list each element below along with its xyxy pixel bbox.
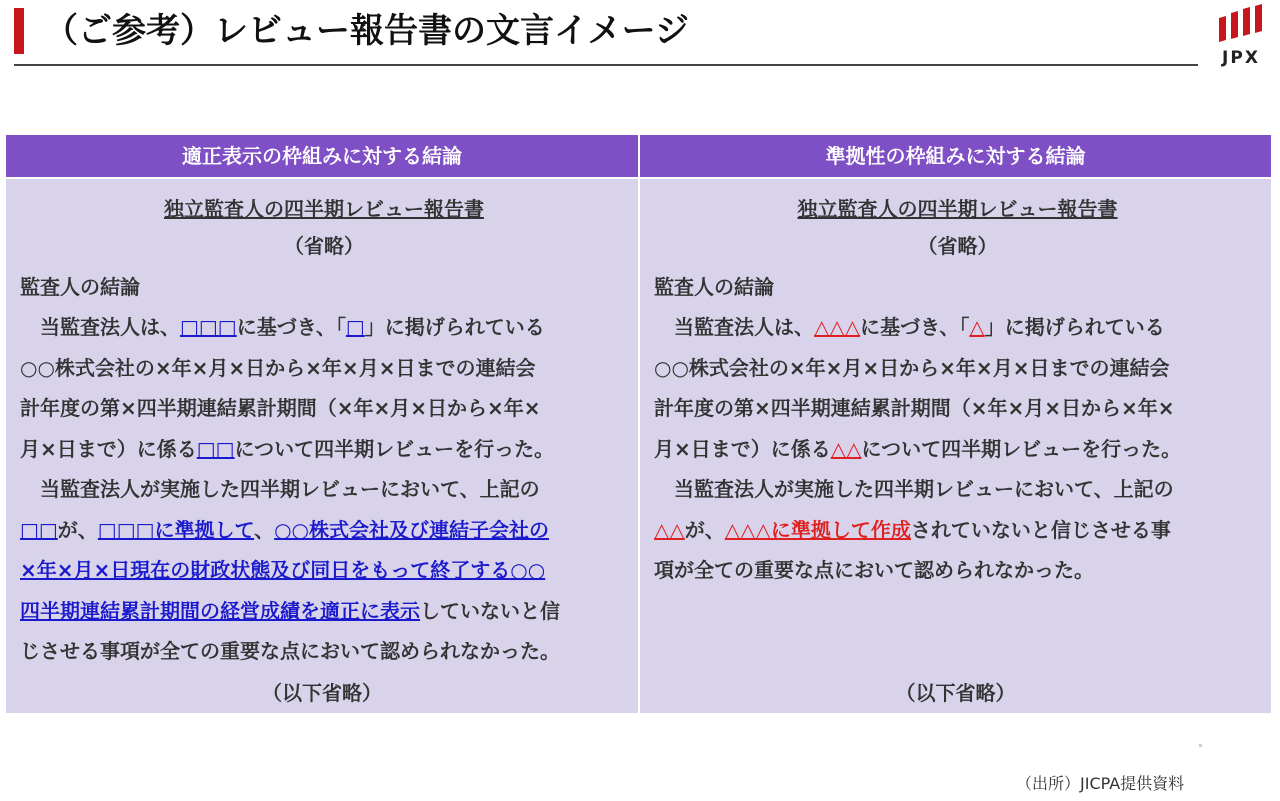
body-line	[654, 429, 1261, 470]
placeholder-blue: □□□	[180, 315, 237, 339]
text-segment: 、	[254, 517, 275, 542]
jpx-logo	[1213, 4, 1269, 70]
text-segment: 月×日まで）に係る	[654, 436, 831, 461]
text-segment: について四半期レビューを行った。	[861, 436, 1182, 461]
text-segment: 」に掲げられている	[364, 315, 545, 339]
placeholder-red: △△	[654, 517, 685, 542]
body-line	[20, 429, 628, 470]
column-header: 準拠性の枠組みに対する結論	[640, 135, 1271, 177]
comparison-table	[6, 135, 1271, 713]
text-segment: が、	[57, 517, 98, 542]
text-segment: が、	[684, 517, 725, 542]
placeholder-blue: □	[345, 315, 365, 339]
page-title: （ご参考）レビュー報告書の文言イメージ	[44, 11, 689, 51]
body-line: 項が全ての重要な点において認められなかった。	[654, 558, 1094, 582]
placeholder-blue: □□	[20, 517, 58, 542]
source-note: （出所）JICPA提供資料	[1016, 774, 1185, 793]
body-line: じさせる事項が全ての重要な点において認められなかった。	[20, 639, 560, 663]
body-line	[20, 307, 628, 348]
omitted-below-note: （以下省略）	[262, 681, 382, 705]
body-line	[20, 510, 628, 551]
body-line: ○○株式会社の×年×月×日から×年×月×日までの連結会	[654, 355, 1170, 380]
text-segment: していないと信	[420, 598, 560, 623]
placeholder-red: △△△	[814, 315, 861, 339]
jpx-logo-mark-icon	[1219, 4, 1263, 44]
text-segment: されていないと信じさせる事	[910, 517, 1171, 542]
highlight-red: に準拠して作成	[770, 517, 911, 542]
section-heading: 監査人の結論	[20, 274, 140, 299]
column-body	[6, 179, 638, 713]
highlight-blue: 四半期連結累計期間の経営成績を適正に表示	[20, 598, 420, 623]
report-title-line	[654, 192, 1261, 226]
column-header: 適正表示の枠組みに対する結論	[6, 135, 638, 177]
text-segment: 月×日まで）に係る	[20, 436, 197, 461]
report-title: 独立監査人の四半期レビュー報告書	[797, 197, 1118, 221]
stray-dot	[1199, 744, 1202, 747]
body-line-highlight: ×年×月×日現在の財政状態及び同日をもって終了する○○	[20, 558, 546, 582]
omitted-below-note: （以下省略）	[895, 681, 1016, 705]
text-segment: に基づき、「	[236, 315, 346, 339]
placeholder-red: △△	[830, 436, 862, 461]
report-title: 独立監査人の四半期レビュー報告書	[164, 197, 484, 221]
placeholder-blue: □□□	[97, 517, 155, 542]
placeholder-blue: □□	[196, 436, 235, 461]
fair-presentation-column	[6, 135, 638, 713]
omitted-note: （省略）	[284, 234, 364, 258]
jpx-logo-text: JPX	[1222, 48, 1260, 68]
body-line	[20, 591, 628, 632]
body-line: 当監査法人が実施した四半期レビューにおいて、上記の	[20, 477, 540, 501]
highlight-blue: ○○株式会社及び連結子会社の	[274, 517, 550, 542]
text-segment: 当監査法人は、	[654, 315, 814, 339]
title-underline	[14, 64, 1198, 66]
highlight-blue: に準拠して	[154, 517, 255, 542]
omitted-note: （省略）	[917, 234, 998, 258]
compliance-column	[640, 135, 1271, 713]
section-heading: 監査人の結論	[654, 274, 774, 299]
report-title-line	[20, 192, 628, 226]
body-line	[654, 307, 1261, 348]
text-segment: に基づき、「	[860, 315, 970, 339]
body-line: 当監査法人が実施した四半期レビューにおいて、上記の	[654, 477, 1174, 501]
title-accent-bar	[14, 8, 24, 54]
body-line: ○○株式会社の×年×月×日から×年×月×日までの連結会	[20, 355, 536, 380]
body-line: 計年度の第×四半期連結累計期間（×年×月×日から×年×	[654, 396, 1175, 420]
placeholder-red: △△△	[724, 517, 771, 542]
text-segment: 当監査法人は、	[20, 315, 180, 339]
column-body	[640, 179, 1271, 713]
text-segment: について四半期レビューを行った。	[234, 436, 555, 461]
body-line: 計年度の第×四半期連結累計期間（×年×月×日から×年×	[20, 396, 541, 420]
body-line	[654, 510, 1261, 551]
text-segment: 」に掲げられている	[984, 315, 1165, 339]
placeholder-red: △	[969, 315, 985, 339]
